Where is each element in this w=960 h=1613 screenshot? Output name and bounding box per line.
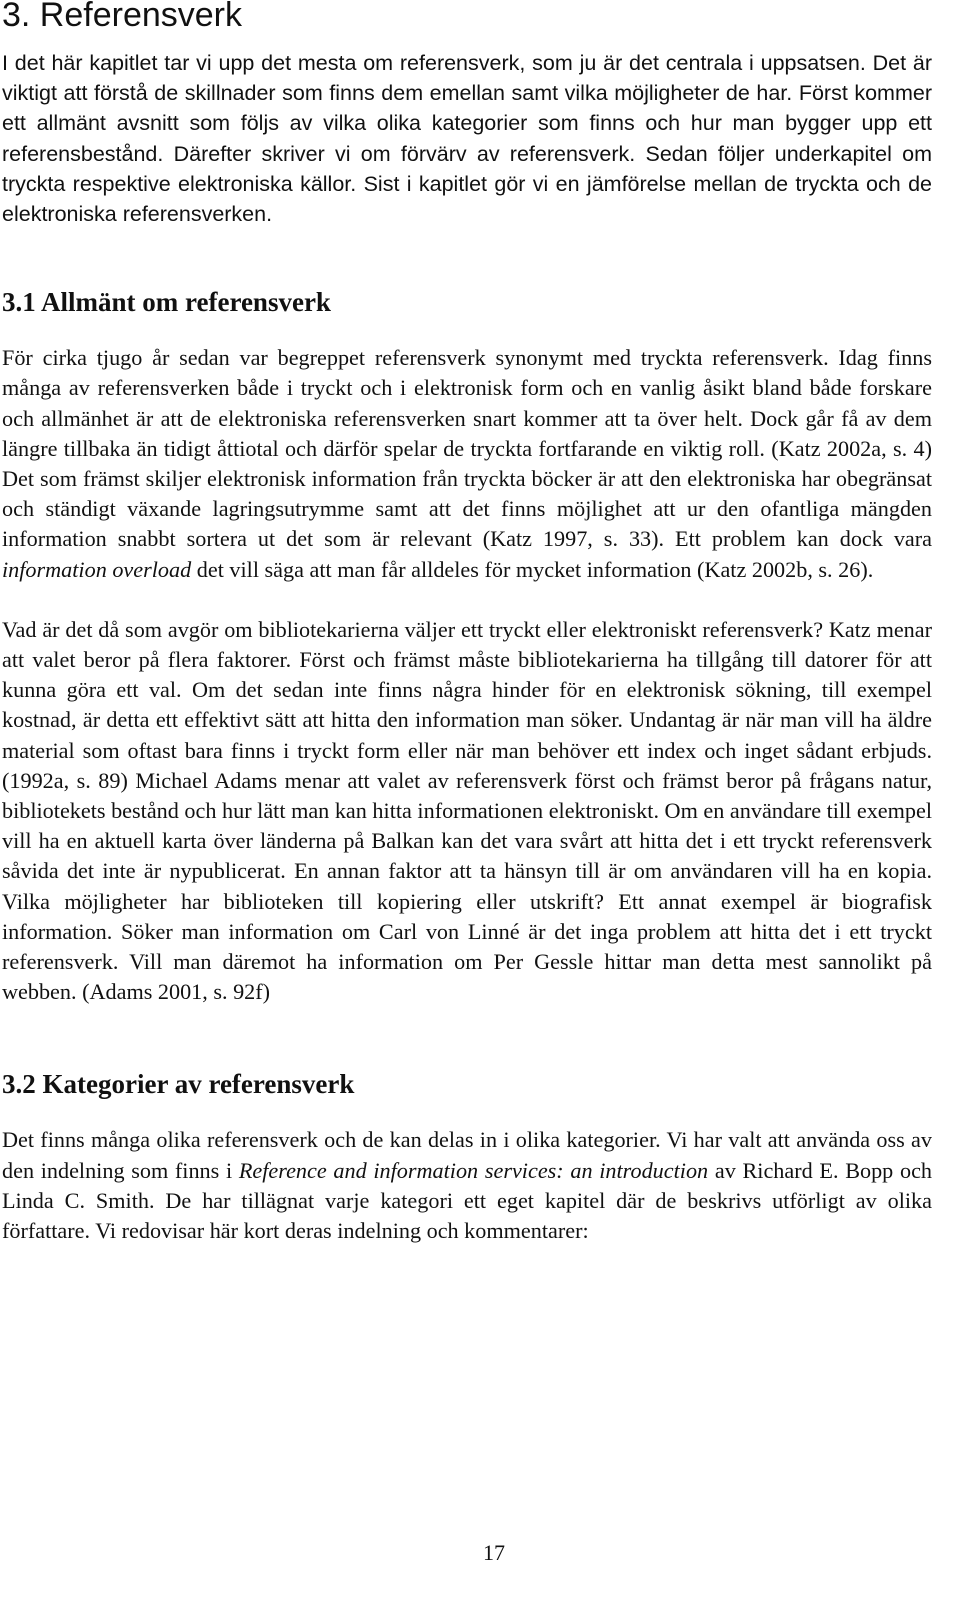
page-number-text: 17 <box>483 1540 505 1565</box>
paragraph-text: För cirka tjugo år sedan var begreppet referensverk synonymt med tryckta referensverk. Idag finns många av referensverken både i tryckt och i elektronisk form och en vanlig åsikt bland både forskare och allmänhet är att de elektroniska referensverken snart kommer att ta över helt. Dock går få av dem längre tillbaka än tidigt åttiotal och därför spelar de tryckta fortfarande en viktig roll. (Katz 2002a, s. 4) Det som främst skiljer elektronisk information från tryckta böcker är att den elektroniska har obegränsat och ständigt växande lagringsutrymme samt att det finns möjlighet att ur den ofantliga mängden information snabbt sortera ut det som är relevant (Katz 1997, s. 33). Ett problem kan dock vara <box>2 345 932 552</box>
section-3-1-paragraph-1 <box>2 343 932 585</box>
section-3-1-paragraph-2: Vad är det då som avgör om bibliotekarierna väljer ett tryckt eller elektroniskt referensverk? Katz menar att valet beror på flera faktorer. Först och främst måste bibliotekarierna ha tillgång till datorer för att kunna göra ett val. Om det sedan inte finns några hinder för en elektronisk sökning, till exempel kostnad, är detta ett effektivt sätt att hitta den information man söker. Undantag är när man vill ha äldre material som oftast bara finns i tryckt form eller när man behöver ett index och inget sådant erbjuds. (1992a, s. 89) Michael Adams menar att valet av referensverk först och främst beror på frågans natur, bibliotekets bestånd och hur lätt man kan hitta informationen elektroniskt. Om en användare till exempel vill ha en aktuell karta över länderna på Balkan kan det vara svårt att hitta det i ett tryckt referensverk såvida det inte är nypublicerat. En annan faktor att ta hänsyn till är om användaren vill ha en kopia. Vilka möjligheter har biblioteken till kopiering eller utskrift? Ett annat exempel är biografisk information. Söker man information om Carl von Linné är det inga problem att hitta det i ett tryckt referensverk. Vill man däremot ha information om Per Gessle hittar man detta mest sannolikt på webben. (Adams 2001, s. 92f) <box>2 616 932 1005</box>
paragraph-text: av Richard E. Bopp och Linda C. Smith. De har tillägnat varje kategori ett eget kapitel där de beskrivs utförligt av olika författare. Vi redovisar här kort deras indelning och kommentarer: <box>2 1157 933 1244</box>
paragraph-text: det vill säga att man får alldeles för mycket information (Katz 2002b, s. 26). <box>191 556 874 582</box>
section-3-1-heading: 3.1 Allmänt om referensverk <box>2 287 331 318</box>
section-3-2-heading: 3.2 Kategorier av referensverk <box>2 1069 355 1100</box>
chapter-heading: 3. Referensverk <box>2 0 242 34</box>
spacer <box>2 317 932 343</box>
italic-term: information overload <box>2 556 192 582</box>
paragraph-text: Det finns många olika referensverk och de kan delas in i olika kategorier. Vi har valt att använda oss av den indelning som finns i <box>2 1127 932 1183</box>
spacer <box>2 1099 932 1125</box>
spacer <box>2 1007 932 1069</box>
book-title: Reference and information services: an introduction <box>238 1157 709 1183</box>
chapter-intro-paragraph: I det här kapitlet tar vi upp det mesta om referensverk, som ju är det centrala i uppsatsen. Det är viktigt att förstå de skillnader som finns dem emellan samt vilka möjligheter de har. Först kommer ett allmänt avsnitt som följs av vilka olika kategorier som finns och hur man bygger upp ett referensbestånd. Därefter skriver vi om förvärv av referensverk. Sedan följer underkapitel om tryckta respektive elektroniska källor. Sist i kapitlet gör vi en jämförelse mellan de tryckta och de elektroniska referensverken. <box>2 51 932 227</box>
spacer <box>2 229 932 287</box>
section-3-2-paragraph-1 <box>2 1125 932 1246</box>
page-number <box>0 1540 960 1566</box>
spacer <box>2 585 932 615</box>
